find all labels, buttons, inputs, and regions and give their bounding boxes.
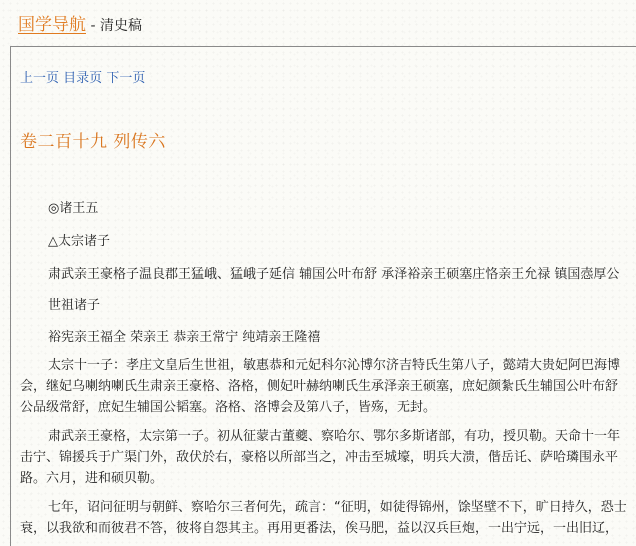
site-home-link[interactable]: 国学导航 — [18, 15, 86, 35]
site-header — [18, 10, 142, 36]
paragraph-line: 公品级常舒，庶妃生辅国公韬塞。洛格、洛博会及第八子，皆殇，无封。 — [20, 400, 437, 415]
chapter-title: 卷二百十九 列传六 — [20, 132, 166, 152]
subsection-list-shizu: 裕宪亲王福全 荣亲王 恭亲王常宁 纯靖亲王隆禧 — [48, 330, 321, 345]
toc-link[interactable]: 目录页 — [63, 71, 103, 86]
title-separator: - — [86, 18, 100, 34]
next-page-link[interactable]: 下一页 — [106, 71, 146, 86]
paragraph-line: 路。六月，进和硕贝勒。 — [20, 471, 164, 486]
subsection-heading-shizu: 世祖诸子 — [48, 298, 101, 313]
subsection-list-taizong: 肃武亲王豪格子温良郡王猛峨、猛峨子延信 辅国公叶布舒 承泽裕亲王硕塞庄恪亲王允禄 镇国悫厚公 — [48, 267, 620, 282]
paragraph-line: 衰，以我欲和而彼君不答，彼将自怨其主。再用更番法，俟马肥，益以汉兵巨炮，一出宁远，一出旧辽， — [20, 521, 619, 536]
body-paragraph — [20, 426, 636, 489]
paragraph-line: 七年，诏问征明与朝鲜、察哈尔三者何先，疏言：“征明，如徒得锦州，馀坚壁不下，旷日持久，恐士 — [48, 500, 627, 515]
paragraph-line: 肃武亲王豪格，太宗第一子。初从征蒙古董夔、察哈尔、鄂尔多斯诸部，有功，授贝勒。天命十一年 — [48, 429, 621, 444]
body-paragraph — [20, 355, 636, 418]
prev-page-link[interactable]: 上一页 — [20, 71, 60, 86]
paragraph-line: 击宁、锦援兵于广渠门外，敌伏於右，豪格以所部当之，冲击至城壕，明兵大溃，偕岳讬、萨哈璘围永平 — [20, 450, 619, 465]
book-title: 清史稿 — [99, 18, 142, 34]
subsection-heading-taizong: △太宗诸子 — [48, 234, 110, 249]
body-paragraph — [20, 497, 636, 539]
content-panel — [10, 46, 636, 546]
paragraph-line: 太宗十一子：孝庄文皇后生世祖，敏惠恭和元妃科尔沁博尔济吉特氏生第八子，懿靖大贵妃阿巴海博 — [48, 358, 621, 373]
section-heading: ◎诸王五 — [48, 201, 99, 216]
paragraph-line: 会，继妃乌喇纳喇氏生肃亲王豪格、洛格，侧妃叶赫纳喇氏生承泽亲王硕塞，庶妃颜紮氏生辅国公叶布舒 — [20, 379, 619, 394]
page-navigation — [20, 67, 145, 86]
